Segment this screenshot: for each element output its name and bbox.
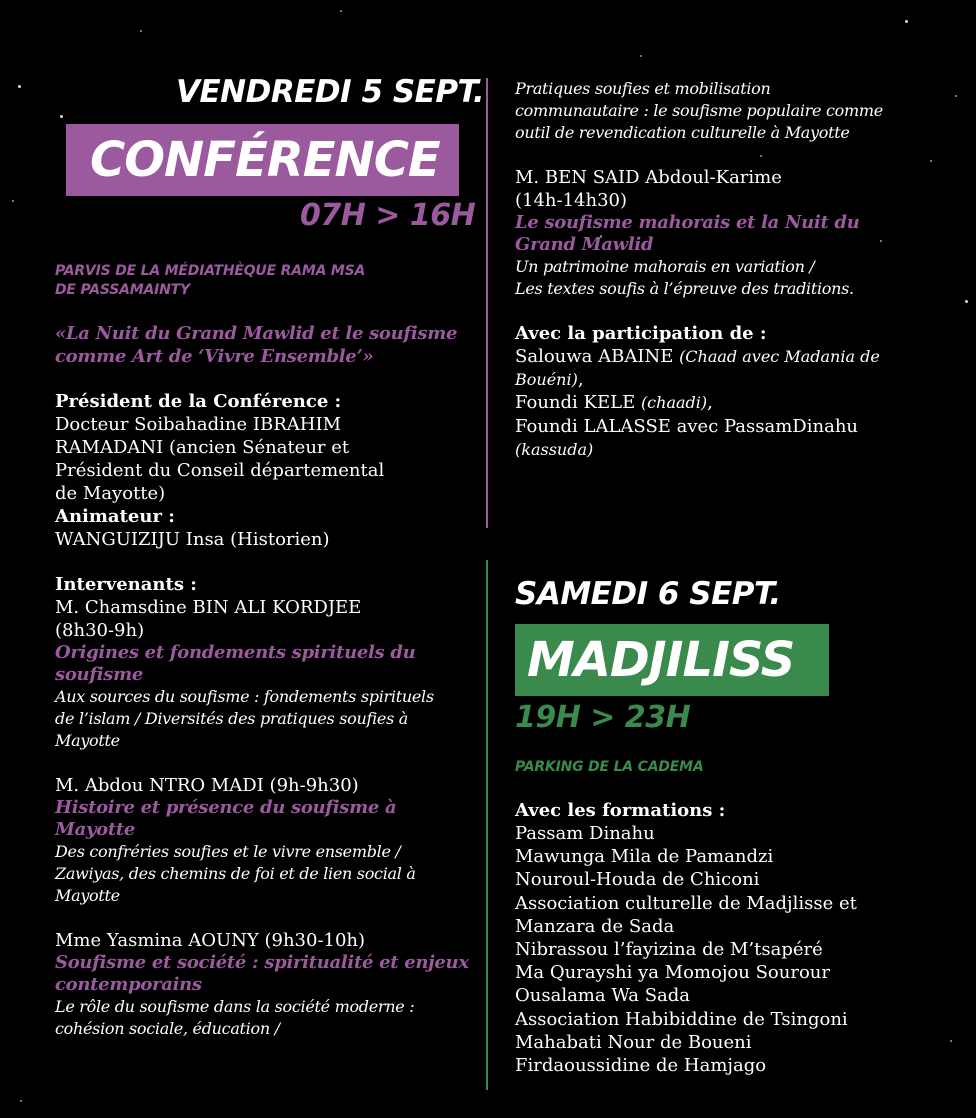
talk-title: Le soufisme mahorais et la Nuit du Grand Mawlid <box>515 212 860 255</box>
animateur-name: WANGUIZIJU Insa (Historien) <box>55 529 330 550</box>
president-name: Docteur Soibahadine IBRAHIM RAMADANI (ancien Sénateur et Président du Conseil départemental de Mayotte) <box>55 414 385 504</box>
saturday-time: 19H > 23H <box>515 700 691 735</box>
friday-day: VENDREDI 5 SEPT. <box>176 74 485 110</box>
talk-item <box>515 166 965 300</box>
right-column-bottom <box>515 758 965 1077</box>
talk-title: Histoire et présence du soufisme à Mayotte <box>55 797 397 840</box>
friday-time: 07H > 16H <box>300 198 476 233</box>
formation-item: Manzara de Sada <box>515 915 675 937</box>
conference-theme: «La Nuit du Grand Mawlid et le soufisme comme Art de ‘Vivre Ensemble’» <box>55 323 458 367</box>
conference-banner: CONFÉRENCE <box>66 124 459 196</box>
animateur-label: Animateur : <box>55 506 175 527</box>
formation-item: Nouroul-Houda de Chiconi <box>515 869 760 891</box>
talk-description: Des confréries soufies et le vivre ensemble / Zawiyas, des chemins de foi et de lien social à Mayotte <box>55 842 416 905</box>
saturday-place: PARKING DE LA CADEMA <box>515 759 704 775</box>
separator: , <box>577 369 584 391</box>
right-column-top <box>515 78 965 461</box>
participant-name: Salouwa ABAINE <box>515 346 680 367</box>
formation-item: Ma Qurayshi ya Momojou Sourour <box>515 962 830 984</box>
participant-note: (Chaad avec Madania de <box>679 347 880 366</box>
participant-note: (chaadi) <box>640 393 708 413</box>
participant-name: Foundi LALASSE avec PassamDinahu <box>515 415 859 437</box>
participant <box>515 345 965 391</box>
left-column <box>55 262 475 1040</box>
talk-item <box>55 929 475 1040</box>
participant-note-cont: Bouéni) <box>515 370 578 390</box>
divider-bottom <box>486 560 488 1090</box>
talk-speaker: M. BEN SAID Abdoul-Karime (14h-14h30) <box>515 167 782 211</box>
formation-item: Mahabati Nour de Boueni <box>515 1031 752 1053</box>
formation-item: Passam Dinahu <box>515 823 655 844</box>
formation-item: Association Habibiddine de Tsingoni <box>515 1008 848 1030</box>
formation-item: Ousalama Wa Sada <box>515 985 691 1007</box>
talk-item <box>55 774 475 907</box>
formation-item: Firdaoussidine de Hamjago <box>515 1055 767 1077</box>
formation-item: Nibrassou l’fayizina de M’tsapéré <box>515 939 823 961</box>
talk-title: Origines et fondements spirituels du soufisme <box>55 642 416 685</box>
saturday-day: SAMEDI 6 SEPT. <box>515 576 781 612</box>
formations-label: Avec les formations : <box>515 800 726 821</box>
talk-title: Soufisme et société : spiritualité et enjeux contemporains <box>55 952 469 995</box>
participant-note: (kassuda) <box>515 439 594 459</box>
talk-speaker: M. Chamsdine BIN ALI KORDJEE (8h30-9h) <box>55 597 362 641</box>
formations-list <box>515 822 965 1077</box>
talk-description: Aux sources du soufisme : fondements spirituels de l’islam / Diversités des pratiques soufies à Mayotte <box>55 687 434 750</box>
participant <box>515 391 965 414</box>
madjiliss-banner: MADJILISS <box>515 624 829 696</box>
talk-speaker: M. Abdou NTRO MADI (9h-9h30) <box>55 775 359 796</box>
talk-description: Un patrimoine mahorais en variation / Les textes soufis à l’épreuve des traditions. <box>515 257 854 298</box>
talk-item <box>55 596 475 752</box>
talk-description: Le rôle du soufisme dans la société moderne : cohésion sociale, éducation / <box>55 997 415 1038</box>
participant <box>515 415 965 461</box>
divider-top <box>486 78 488 528</box>
formation-item: Association culturelle de Madjlisse et <box>515 892 857 914</box>
president-label: Président de la Conférence : <box>55 391 342 412</box>
talk-speaker: Mme Yasmina AOUNY (9h30-10h) <box>55 930 366 951</box>
formation-item: Mawunga Mila de Pamandzi <box>515 846 774 868</box>
friday-place: PARVIS DE LA MÉDIATHÈQUE RAMA MSA DE PASSAMAINTY <box>55 263 366 298</box>
participant-name: Foundi KELE <box>515 392 641 414</box>
continued-description: Pratiques soufies et mobilisation communautaire : le soufisme populaire comme outil de revendication culturelle à Mayotte <box>515 79 883 142</box>
participation-label: Avec la participation de : <box>515 323 767 344</box>
separator: , <box>707 392 713 414</box>
intervenants-label: Intervenants : <box>55 574 197 595</box>
